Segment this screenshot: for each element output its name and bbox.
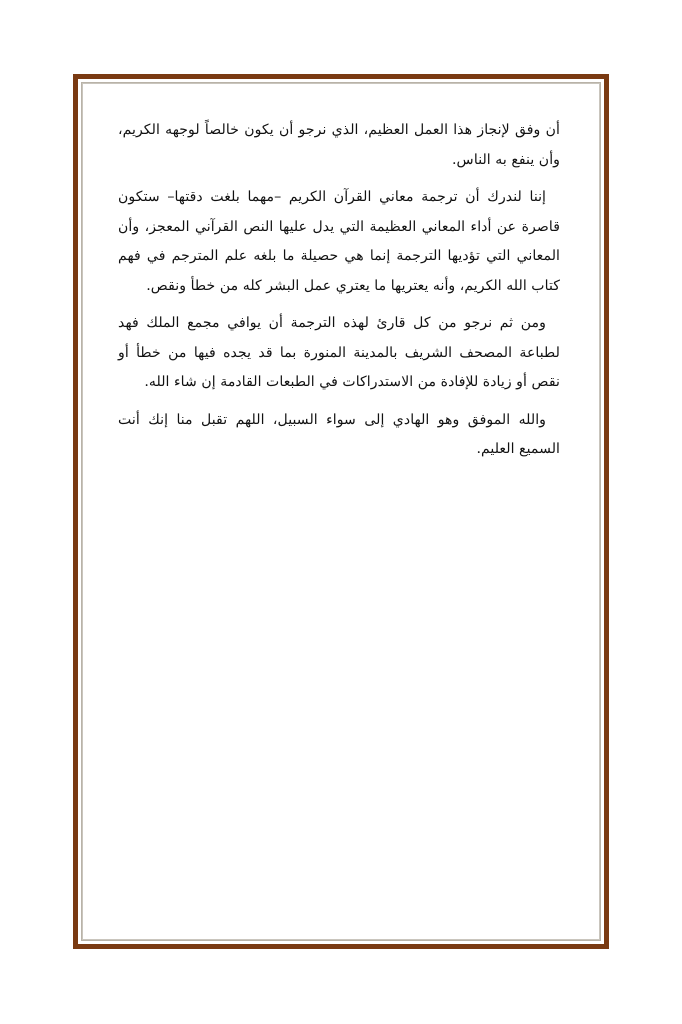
paragraph-reader-request: ومن ثم نرجو من كل قارئ لهذه الترجمة أن يوافي مجمع الملك فهد لطباعة المصحف الشريف بالمدينة المنورة بما قد يجده فيها من خطأ أو نقص أو زيادة للإفادة من الاستدراكات في الطبعات القادمة إن شاء الله. xyxy=(118,315,560,390)
paragraph-translation-limits: إننا لندرك أن ترجمة معاني القرآن الكريم –مهما بلغت دقتها– ستكون قاصرة عن أداء المعاني العظيمة التي يدل عليها النص القرآني المعجز، وأن المعاني التي تؤديها الترجمة إنما هي حصيلة ما بلغه علم المترجم في فهم كتاب الله الكريم، وأنه يعتريها ما يعتري عمل البشر كله من خطأ ونقص. xyxy=(118,189,560,294)
body-text xyxy=(118,116,560,473)
paragraph-intro: أن وفق لإنجاز هذا العمل العظيم، الذي نرجو أن يكون خالصاً لوجهه الكريم، وأن ينفع به الناس. xyxy=(118,122,560,168)
paragraph-closing-prayer: والله الموفق وهو الهادي إلى سواء السبيل، اللهم تقبل منا إنك أنت السميع العليم. xyxy=(118,411,560,457)
